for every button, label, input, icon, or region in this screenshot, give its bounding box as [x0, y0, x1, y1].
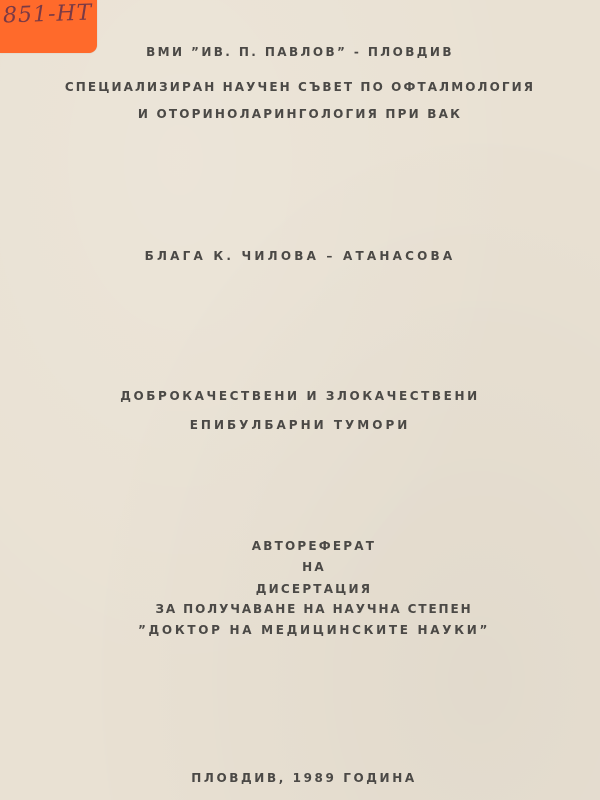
document-type-line-2: НА: [302, 560, 326, 574]
institution-name: ВМИ ”ИВ. П. ПАВЛОВ” - ПЛОВДИВ: [146, 45, 454, 59]
document-type-line-1: АВТОРЕФЕРАТ: [251, 539, 377, 553]
author-name: БЛАГА К. ЧИЛОВА – АТАНАСОВА: [144, 249, 456, 263]
degree-name: ”ДОКТОР НА МЕДИЦИНСКИТЕ НАУКИ”: [137, 623, 491, 637]
dissertation-title-line-1: ДОБРОКАЧЕСТВЕНИ И ЗЛОКАЧЕСТВЕНИ: [120, 389, 480, 403]
document-type-line-4: ЗА ПОЛУЧАВАНЕ НА НАУЧНА СТЕПЕН: [155, 602, 473, 616]
call-number-text: 851-НТ: [2, 0, 93, 29]
council-name-line-2: И ОТОРИНОЛАРИНГОЛОГИЯ ПРИ ВАК: [137, 107, 463, 121]
dissertation-title-line-2: ЕПИБУЛБАРНИ ТУМОРИ: [189, 418, 411, 432]
council-name-line-1: СПЕЦИАЛИЗИРАН НАУЧЕН СЪВЕТ ПО ОФТАЛМОЛОГИЯ: [64, 80, 536, 94]
document-type-line-3: ДИСЕРТАЦИЯ: [255, 582, 373, 596]
place-and-year: ПЛОВДИВ, 1989 ГОДИНА: [191, 771, 417, 785]
